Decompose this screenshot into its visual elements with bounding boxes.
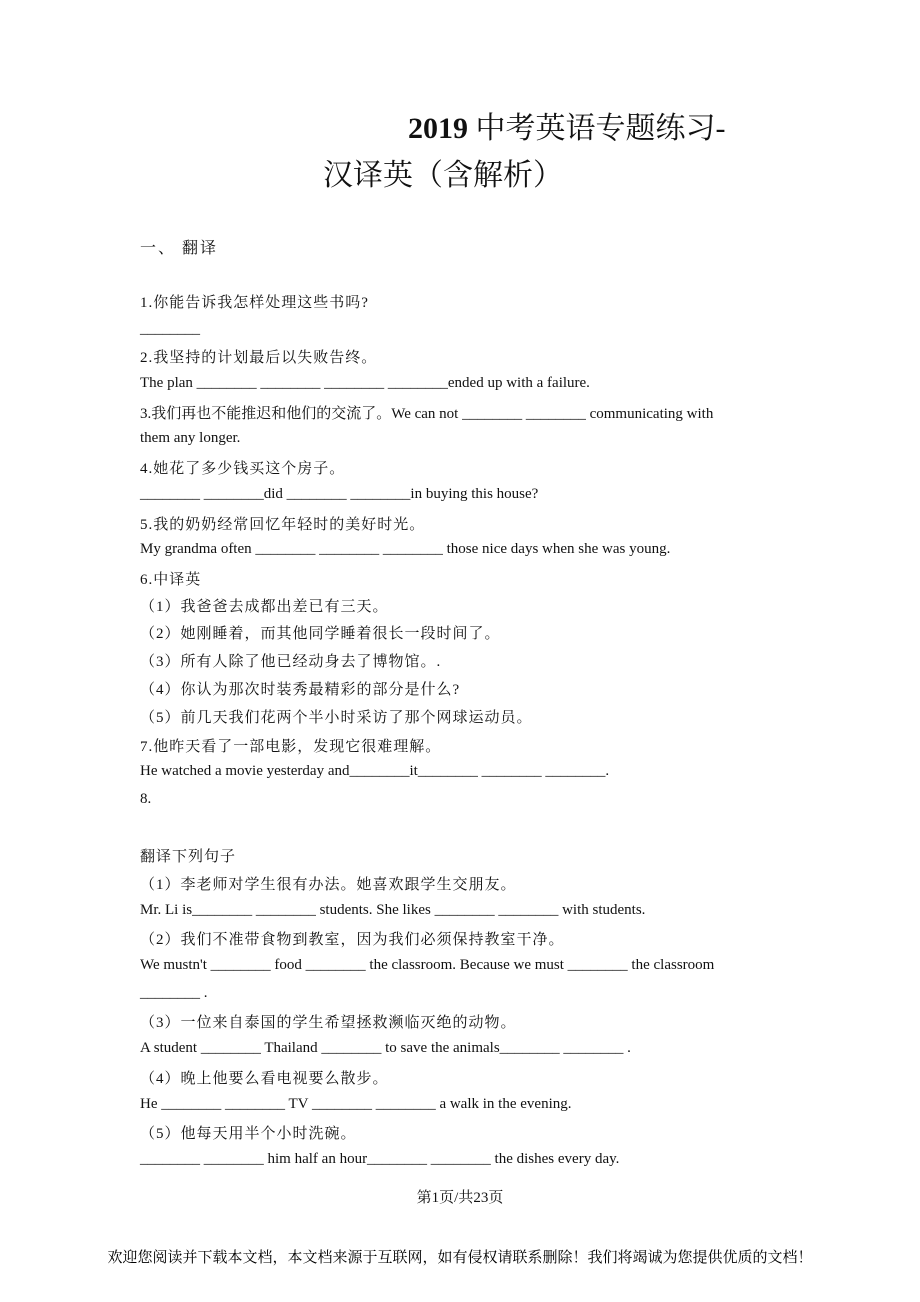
instruction: 翻译下列句子	[140, 849, 237, 865]
answer-blank: ________	[140, 321, 200, 337]
answer-line: ________ .	[140, 985, 208, 1001]
sub-item: （2）她刚睡着，而其他同学睡着很长一段时间了。	[140, 626, 501, 642]
question-1: 1.你能告诉我怎样处理这些书吗?	[140, 295, 369, 311]
answer-line: The plan ________ ________ ________ ________ended up with a failure.	[140, 375, 590, 391]
title-line-1	[408, 103, 726, 147]
question-7: 7.他昨天看了一部电影，发现它很难理解。	[140, 739, 442, 755]
answer-line: He ________ ________ TV ________ ________ a walk in the evening.	[140, 1096, 572, 1112]
question-3: 3.我们再也不能推迟和他们的交流了。We can not ________ ________ communicating with	[140, 406, 714, 422]
answer-line: Mr. Li is________ ________ students. She likes ________ ________ with students.	[140, 902, 646, 918]
sub-item: （4）你认为那次时装秀最精彩的部分是什么?	[140, 682, 461, 698]
sub-item: （5）他每天用半个小时洗碗。	[140, 1126, 357, 1142]
sub-item: （3）所有人除了他已经动身去了博物馆。.	[140, 654, 442, 670]
sub-item: （2）我们不准带食物到教室，因为我们必须保持教室干净。	[140, 932, 565, 948]
title-year: 2019	[408, 112, 468, 145]
answer-line: My grandma often ________ ________ ________ those nice days when she was young.	[140, 541, 671, 557]
question-8: 8.	[140, 791, 152, 807]
section-heading: 一、 翻译	[140, 240, 219, 257]
sub-item: （1）李老师对学生很有办法。她喜欢跟学生交朋友。	[140, 877, 517, 893]
answer-line: A student ________ Thailand ________ to save the animals________ ________ .	[140, 1040, 631, 1056]
sub-item: （3）一位来自泰国的学生希望拯救濒临灭绝的动物。	[140, 1015, 517, 1031]
title-line-2: 汉译英（含解析）	[323, 159, 563, 192]
question-5: 5.我的奶奶经常回忆年轻时的美好时光。	[140, 517, 426, 533]
answer-line: We mustn't ________ food ________ the classroom. Because we must ________ the classroom	[140, 957, 715, 973]
title-text: 中考英语专题练习-	[468, 112, 726, 145]
sub-item: （1）我爸爸去成都出差已有三天。	[140, 599, 389, 615]
question-4: 4.她花了多少钱买这个房子。	[140, 461, 346, 477]
footer-notice: 欢迎您阅读并下载本文档，本文档来源于互联网，如有侵权请联系删除！我们将竭诚为您提供优质的文档！	[107, 1248, 813, 1266]
answer-line: ________ ________ him half an hour________ ________ the dishes every day.	[140, 1151, 620, 1167]
page-number: 第1页/共23页	[416, 1190, 504, 1206]
sub-item: （4）晚上他要么看电视要么散步。	[140, 1071, 389, 1087]
sub-item: （5）前几天我们花两个半小时采访了那个网球运动员。	[140, 710, 533, 726]
answer-line: ________ ________did ________ ________in buying this house?	[140, 486, 539, 502]
question-2: 2.我坚持的计划最后以失败告终。	[140, 350, 378, 366]
answer-line: them any longer.	[140, 430, 241, 446]
answer-line: He watched a movie yesterday and________it________ ________ ________.	[140, 763, 610, 779]
question-6: 6.中译英	[140, 572, 202, 588]
